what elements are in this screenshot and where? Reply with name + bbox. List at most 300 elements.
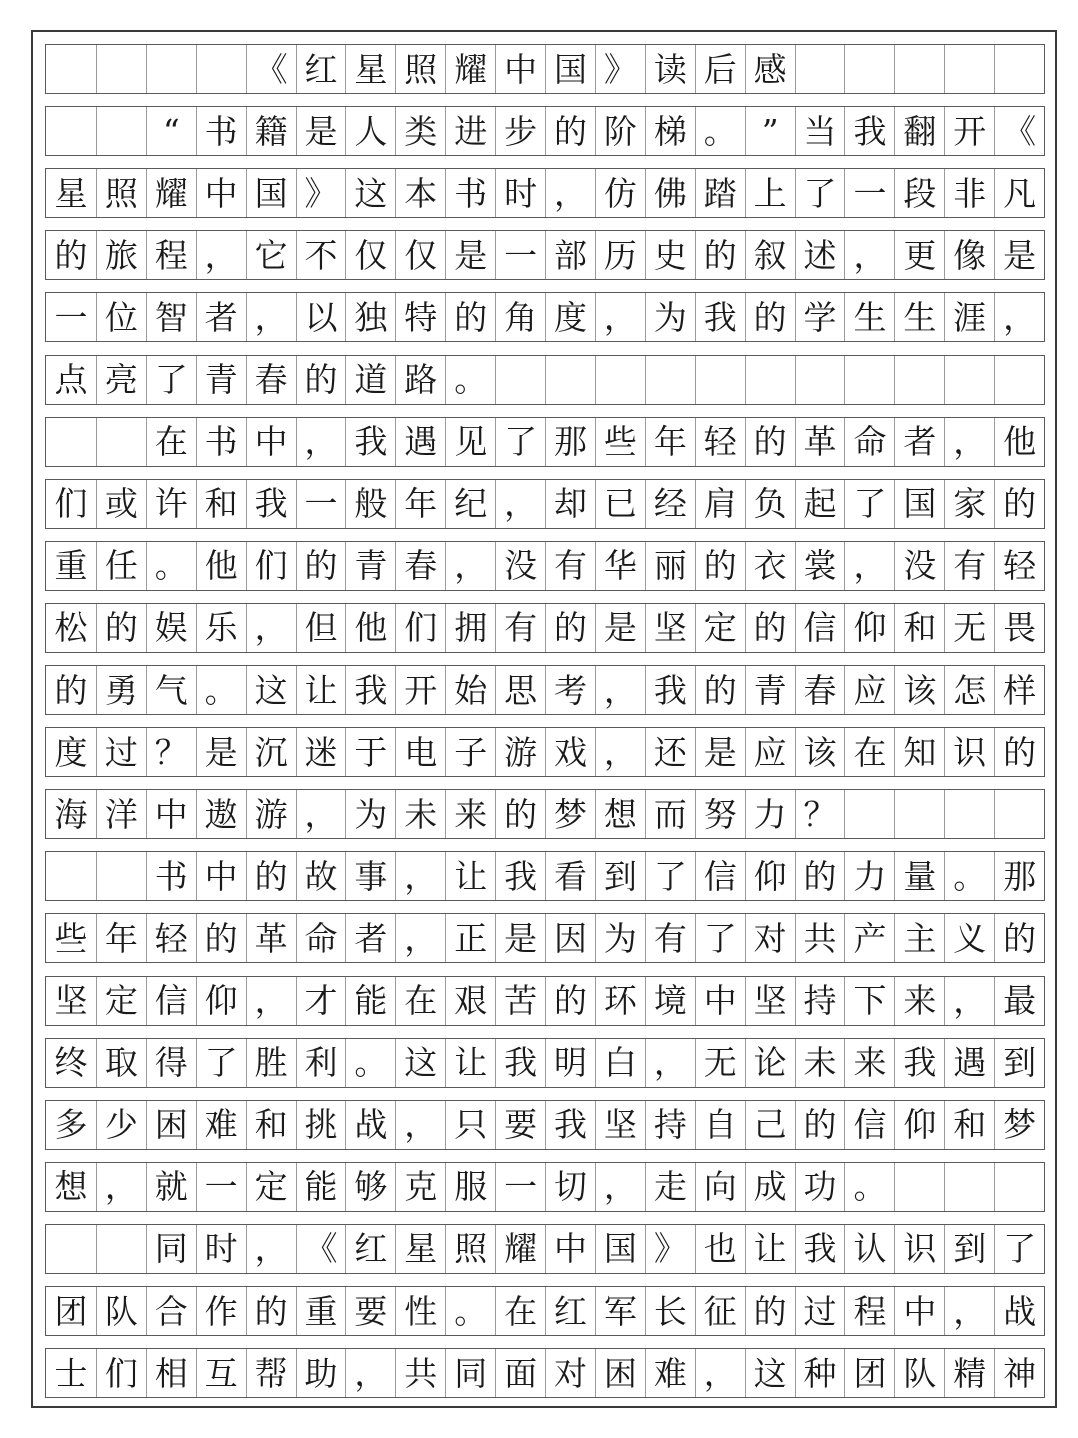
grid-cell: 类 <box>395 107 445 155</box>
grid-cell: 度 <box>545 293 595 341</box>
grid-cell: 能 <box>296 1163 346 1211</box>
grid-cell: 《 <box>296 1225 346 1273</box>
grid-cell: ， <box>296 790 346 838</box>
grid-cell: 坚 <box>54 981 88 1020</box>
grid-cell: 是 <box>445 231 495 279</box>
text-row <box>45 727 1045 777</box>
grid-cell: 子 <box>445 728 495 776</box>
grid-cell: 。 <box>445 1287 495 1335</box>
grid-cell: 无 <box>695 1039 745 1087</box>
grid-cell: 肩 <box>695 480 745 528</box>
grid-cell: 气 <box>146 666 196 714</box>
grid-cell: 正 <box>445 914 495 962</box>
grid-cell: 国 <box>246 169 296 217</box>
grid-cell: 应 <box>844 666 894 714</box>
text-row <box>45 479 1045 529</box>
grid-cell: 丽 <box>645 542 695 590</box>
grid-cell: 读 <box>645 45 695 93</box>
grid-cell: 识 <box>894 1225 944 1273</box>
grid-cell: 未 <box>395 790 445 838</box>
grid-cell <box>894 356 944 404</box>
grid-cell: 那 <box>994 852 1044 900</box>
grid-cell <box>944 790 994 838</box>
grid-cell: 命 <box>844 418 894 466</box>
grid-cell: 仰 <box>196 977 246 1025</box>
grid-cell: 已 <box>595 480 645 528</box>
grid-cell: 些 <box>54 918 88 958</box>
grid-cell: 中 <box>196 852 246 900</box>
grid-cell: 团 <box>844 1349 894 1397</box>
text-row <box>45 1348 1045 1398</box>
grid-cell: 和 <box>196 480 246 528</box>
grid-cell: 梯 <box>645 107 695 155</box>
grid-cell: 佛 <box>645 169 695 217</box>
grid-cell: 者 <box>345 914 395 962</box>
grid-cell: 一 <box>495 231 545 279</box>
grid-cell <box>944 45 994 93</box>
grid-cell: 了 <box>645 852 695 900</box>
grid-cell: 段 <box>894 169 944 217</box>
grid-cell: 书 <box>445 169 495 217</box>
grid-cell: 命 <box>296 914 346 962</box>
grid-cell: 明 <box>545 1039 595 1087</box>
grid-cell: 看 <box>545 852 595 900</box>
grid-cell: 青 <box>345 542 395 590</box>
text-row <box>45 1286 1045 1336</box>
grid-cell: 仰 <box>745 852 795 900</box>
grid-cell: 来 <box>445 790 495 838</box>
grid-cell: 《 <box>246 45 296 93</box>
grid-cell: 籍 <box>246 107 296 155</box>
grid-cell: 是 <box>994 231 1044 279</box>
grid-cell: 许 <box>146 480 196 528</box>
grid-cell: 艰 <box>445 977 495 1025</box>
grid-cell: 遇 <box>944 1039 994 1087</box>
grid-cell: 洋 <box>96 790 146 838</box>
grid-cell: 们 <box>246 542 296 590</box>
grid-cell: 学 <box>795 293 845 341</box>
title-row <box>45 44 1045 94</box>
grid-cell: 的 <box>994 728 1044 776</box>
grid-cell: 红 <box>296 45 346 93</box>
grid-cell <box>96 418 146 466</box>
grid-cell: 努 <box>695 790 745 838</box>
grid-cell: 的 <box>296 542 346 590</box>
grid-cell: ， <box>844 542 894 590</box>
grid-cell: 我 <box>795 1225 845 1273</box>
grid-cell: 开 <box>944 107 994 155</box>
grid-cell: 亮 <box>96 356 146 404</box>
grid-cell: 阶 <box>595 107 645 155</box>
grid-cell: 们 <box>54 484 88 524</box>
grid-cell: 一 <box>196 1163 246 1211</box>
grid-cell: ， <box>695 1349 745 1397</box>
grid-cell: 年 <box>395 480 445 528</box>
grid-cell: 春 <box>395 542 445 590</box>
grid-cell: 和 <box>944 1101 994 1149</box>
grid-cell: 没 <box>495 542 545 590</box>
grid-cell <box>994 45 1044 93</box>
grid-cell: 定 <box>246 1163 296 1211</box>
grid-cell: 考 <box>545 666 595 714</box>
grid-cell: 量 <box>894 852 944 900</box>
grid-cell: 难 <box>196 1101 246 1149</box>
grid-cell: 的 <box>196 914 246 962</box>
grid-cell: 游 <box>495 728 545 776</box>
grid-cell: 我 <box>844 107 894 155</box>
grid-cell: 论 <box>745 1039 795 1087</box>
grid-cell <box>46 1225 96 1273</box>
grid-cell: 青 <box>196 356 246 404</box>
grid-cell: 中 <box>196 169 246 217</box>
grid-cell: 书 <box>146 852 196 900</box>
grid-cell: 的 <box>695 231 745 279</box>
grid-cell: 成 <box>745 1163 795 1211</box>
grid-cell: 的 <box>795 1101 845 1149</box>
grid-cell: 一 <box>54 297 88 337</box>
grid-cell: 拥 <box>445 604 495 652</box>
grid-cell: 的 <box>994 914 1044 962</box>
text-row <box>45 1038 1045 1088</box>
grid-cell: 信 <box>844 1101 894 1149</box>
grid-cell: 作 <box>196 1287 246 1335</box>
grid-cell: 当 <box>795 107 845 155</box>
grid-cell: 队 <box>96 1287 146 1335</box>
text-row <box>45 1162 1045 1212</box>
grid-cell: 那 <box>545 418 595 466</box>
grid-cell: 持 <box>795 977 845 1025</box>
grid-cell: 思 <box>495 666 545 714</box>
grid-cell: 坚 <box>645 604 695 652</box>
grid-cell: 仿 <box>595 169 645 217</box>
grid-cell <box>545 356 595 404</box>
grid-cell: 共 <box>795 914 845 962</box>
grid-cell: 信 <box>146 977 196 1025</box>
grid-cell: 性 <box>395 1287 445 1335</box>
grid-cell: 这 <box>345 169 395 217</box>
grid-cell: 它 <box>246 231 296 279</box>
grid-cell: 》 <box>645 1225 695 1273</box>
grid-cell: 对 <box>545 1349 595 1397</box>
grid-cell: 时 <box>495 169 545 217</box>
grid-cell: 还 <box>645 728 695 776</box>
grid-cell: 。 <box>944 852 994 900</box>
grid-cell: 向 <box>695 1163 745 1211</box>
grid-cell: 耀 <box>146 169 196 217</box>
text-row <box>45 913 1045 963</box>
grid-cell: 了 <box>146 356 196 404</box>
grid-cell: 生 <box>844 293 894 341</box>
grid-cell: ， <box>595 1163 645 1211</box>
grid-cell: 神 <box>994 1349 1044 1397</box>
grid-cell: 轻 <box>994 542 1044 590</box>
grid-cell: 因 <box>545 914 595 962</box>
text-row <box>45 789 1045 839</box>
grid-cell <box>46 418 96 466</box>
grid-cell: 我 <box>345 666 395 714</box>
grid-cell: 了 <box>196 1039 246 1087</box>
grid-cell: 境 <box>645 977 695 1025</box>
grid-cell: 让 <box>745 1225 795 1273</box>
grid-cell: ， <box>944 418 994 466</box>
grid-cell: 重 <box>54 546 88 586</box>
grid-cell: 想 <box>54 1167 88 1207</box>
grid-cell: 能 <box>345 977 395 1025</box>
text-row <box>45 665 1045 715</box>
grid-cell: 在 <box>395 977 445 1025</box>
grid-cell: 了 <box>695 914 745 962</box>
grid-cell: 和 <box>246 1101 296 1149</box>
grid-cell: 在 <box>844 728 894 776</box>
grid-cell: 华 <box>595 542 645 590</box>
text-row <box>45 355 1045 405</box>
grid-cell: 年 <box>96 914 146 962</box>
grid-cell: 下 <box>844 977 894 1025</box>
grid-cell: 了 <box>795 169 845 217</box>
grid-cell: 得 <box>146 1039 196 1087</box>
grid-cell: 负 <box>745 480 795 528</box>
grid-cell: 书 <box>196 418 246 466</box>
grid-cell: 非 <box>944 169 994 217</box>
grid-cell: 产 <box>844 914 894 962</box>
grid-cell: 路 <box>395 356 445 404</box>
grid-cell: 戏 <box>545 728 595 776</box>
grid-cell: 困 <box>595 1349 645 1397</box>
grid-cell: ， <box>345 1349 395 1397</box>
grid-cell: 。 <box>844 1163 894 1211</box>
grid-cell: 一 <box>495 1163 545 1211</box>
grid-cell: 的 <box>545 977 595 1025</box>
grid-cell: 的 <box>994 480 1044 528</box>
grid-cell: 持 <box>645 1101 695 1149</box>
grid-cell: 历 <box>595 231 645 279</box>
grid-cell: 他 <box>345 604 395 652</box>
text-row <box>45 417 1045 467</box>
grid-cell: 想 <box>595 790 645 838</box>
grid-cell: 翻 <box>894 107 944 155</box>
grid-cell: 一 <box>844 169 894 217</box>
grid-cell: 勇 <box>96 666 146 714</box>
grid-cell: 仰 <box>844 604 894 652</box>
grid-cell: 服 <box>445 1163 495 1211</box>
grid-cell: 《 <box>994 107 1044 155</box>
grid-cell: 未 <box>795 1039 845 1087</box>
grid-cell: 娱 <box>146 604 196 652</box>
grid-cell: 位 <box>96 293 146 341</box>
grid-cell: 。 <box>196 666 246 714</box>
grid-cell: 度 <box>54 732 88 772</box>
grid-cell: 沉 <box>246 728 296 776</box>
grid-cell: 耀 <box>445 45 495 93</box>
text-row <box>45 541 1045 591</box>
grid-cell: 重 <box>296 1287 346 1335</box>
grid-cell: 的 <box>745 293 795 341</box>
grid-cell: 的 <box>545 107 595 155</box>
grid-cell: 白 <box>595 1039 645 1087</box>
grid-cell: 我 <box>545 1101 595 1149</box>
grid-cell: 难 <box>645 1349 695 1397</box>
grid-cell: ， <box>96 1163 146 1211</box>
grid-cell: 种 <box>795 1349 845 1397</box>
grid-cell: 是 <box>695 728 745 776</box>
grid-cell: 国 <box>595 1225 645 1273</box>
grid-cell: 要 <box>345 1287 395 1335</box>
grid-cell <box>96 107 146 155</box>
grid-cell: 军 <box>595 1287 645 1335</box>
grid-cell: 走 <box>645 1163 695 1211</box>
grid-cell: 相 <box>146 1349 196 1397</box>
grid-cell: 应 <box>745 728 795 776</box>
grid-cell: 到 <box>994 1039 1044 1087</box>
grid-cell: 苦 <box>495 977 545 1025</box>
grid-cell: 了 <box>994 1225 1044 1273</box>
grid-cell: 轻 <box>146 914 196 962</box>
grid-cell: 。 <box>345 1039 395 1087</box>
grid-cell: 同 <box>445 1349 495 1397</box>
grid-cell <box>844 356 894 404</box>
grid-cell <box>944 1163 994 1211</box>
grid-cell: 者 <box>894 418 944 466</box>
grid-cell: 。 <box>146 542 196 590</box>
grid-cell: 有 <box>545 542 595 590</box>
text-row <box>45 230 1045 280</box>
grid-cell: ， <box>545 169 595 217</box>
grid-cell: 信 <box>795 604 845 652</box>
grid-cell: 革 <box>795 418 845 466</box>
grid-cell: ？ <box>146 728 196 776</box>
grid-cell: 叙 <box>745 231 795 279</box>
grid-cell: 更 <box>894 231 944 279</box>
grid-cell: 士 <box>54 1353 88 1393</box>
grid-cell: 的 <box>695 666 745 714</box>
grid-cell: 来 <box>894 977 944 1025</box>
grid-cell: 帮 <box>246 1349 296 1397</box>
grid-cell: 本 <box>395 169 445 217</box>
grid-cell: 纪 <box>445 480 495 528</box>
grid-cell: 有 <box>645 914 695 962</box>
grid-cell <box>745 356 795 404</box>
grid-cell: 要 <box>495 1101 545 1149</box>
grid-cell: 程 <box>146 231 196 279</box>
grid-cell: 该 <box>894 666 944 714</box>
grid-cell: 的 <box>246 1287 296 1335</box>
text-row <box>45 851 1045 901</box>
grid-cell: 是 <box>296 107 346 155</box>
grid-cell <box>96 1225 146 1273</box>
grid-cell: 多 <box>54 1105 88 1145</box>
grid-cell: 青 <box>745 666 795 714</box>
grid-cell: ， <box>645 1039 695 1087</box>
grid-cell <box>844 790 894 838</box>
grid-cell: 年 <box>645 418 695 466</box>
grid-cell: 力 <box>745 790 795 838</box>
grid-cell: 红 <box>345 1225 395 1273</box>
grid-cell: 却 <box>545 480 595 528</box>
grid-cell: ， <box>944 977 994 1025</box>
grid-cell: 互 <box>196 1349 246 1397</box>
grid-cell: 进 <box>445 107 495 155</box>
grid-cell <box>994 1163 1044 1211</box>
grid-cell: 该 <box>795 728 845 776</box>
grid-cell: 定 <box>96 977 146 1025</box>
grid-cell: 感 <box>745 45 795 93</box>
grid-cell: 们 <box>96 1349 146 1397</box>
grid-cell <box>894 1163 944 1211</box>
grid-cell: 取 <box>96 1039 146 1087</box>
grid-cell: 认 <box>844 1225 894 1273</box>
grid-cell: 程 <box>844 1287 894 1335</box>
grid-cell: 的 <box>296 356 346 404</box>
grid-cell: ， <box>595 293 645 341</box>
grid-cell: 旅 <box>96 231 146 279</box>
grid-cell: 道 <box>345 356 395 404</box>
grid-cell: ， <box>944 1287 994 1335</box>
grid-cell <box>645 356 695 404</box>
grid-cell: 衣 <box>745 542 795 590</box>
grid-cell: 国 <box>545 45 595 93</box>
grid-cell: 战 <box>345 1101 395 1149</box>
grid-cell: 步 <box>495 107 545 155</box>
grid-cell: 凡 <box>994 169 1044 217</box>
grid-cell: 故 <box>296 852 346 900</box>
grid-cell: 书 <box>196 107 246 155</box>
grid-cell: ， <box>246 1225 296 1273</box>
grid-cell: 革 <box>246 914 296 962</box>
grid-cell: 耀 <box>495 1225 545 1273</box>
manuscript-sheet <box>31 30 1057 1408</box>
grid-cell: 共 <box>395 1349 445 1397</box>
grid-cell <box>795 45 845 93</box>
grid-cell: 们 <box>395 604 445 652</box>
grid-cell: 的 <box>545 604 595 652</box>
grid-cell: 仅 <box>345 231 395 279</box>
grid-cell: 春 <box>795 666 845 714</box>
grid-cell: 了 <box>844 480 894 528</box>
grid-cell: 力 <box>844 852 894 900</box>
grid-cell: 团 <box>54 1291 88 1331</box>
grid-cell: 到 <box>944 1225 994 1273</box>
grid-cell: 者 <box>196 293 246 341</box>
grid-cell: 己 <box>745 1101 795 1149</box>
grid-cell: 坚 <box>745 977 795 1025</box>
grid-cell: 照 <box>395 45 445 93</box>
grid-cell: 是 <box>495 914 545 962</box>
grid-cell: 任 <box>96 542 146 590</box>
grid-cell: 我 <box>645 666 695 714</box>
grid-cell: 特 <box>395 293 445 341</box>
grid-cell: ” <box>745 107 795 155</box>
grid-cell: ， <box>844 231 894 279</box>
grid-cell: 的 <box>745 1287 795 1335</box>
grid-cell: 环 <box>595 977 645 1025</box>
grid-cell: 了 <box>495 418 545 466</box>
grid-cell: 到 <box>595 852 645 900</box>
grid-cell: 于 <box>345 728 395 776</box>
grid-cell: ， <box>246 977 296 1025</box>
grid-cell: 些 <box>595 418 645 466</box>
grid-cell: 我 <box>246 480 296 528</box>
grid-cell: 功 <box>795 1163 845 1211</box>
grid-cell: 自 <box>695 1101 745 1149</box>
grid-cell: 不 <box>296 231 346 279</box>
grid-cell: 中 <box>894 1287 944 1335</box>
grid-cell: 助 <box>296 1349 346 1397</box>
text-row <box>45 1224 1045 1274</box>
grid-cell: 人 <box>345 107 395 155</box>
grid-cell: 中 <box>246 418 296 466</box>
grid-cell: 的 <box>96 604 146 652</box>
grid-cell: 迷 <box>296 728 346 776</box>
